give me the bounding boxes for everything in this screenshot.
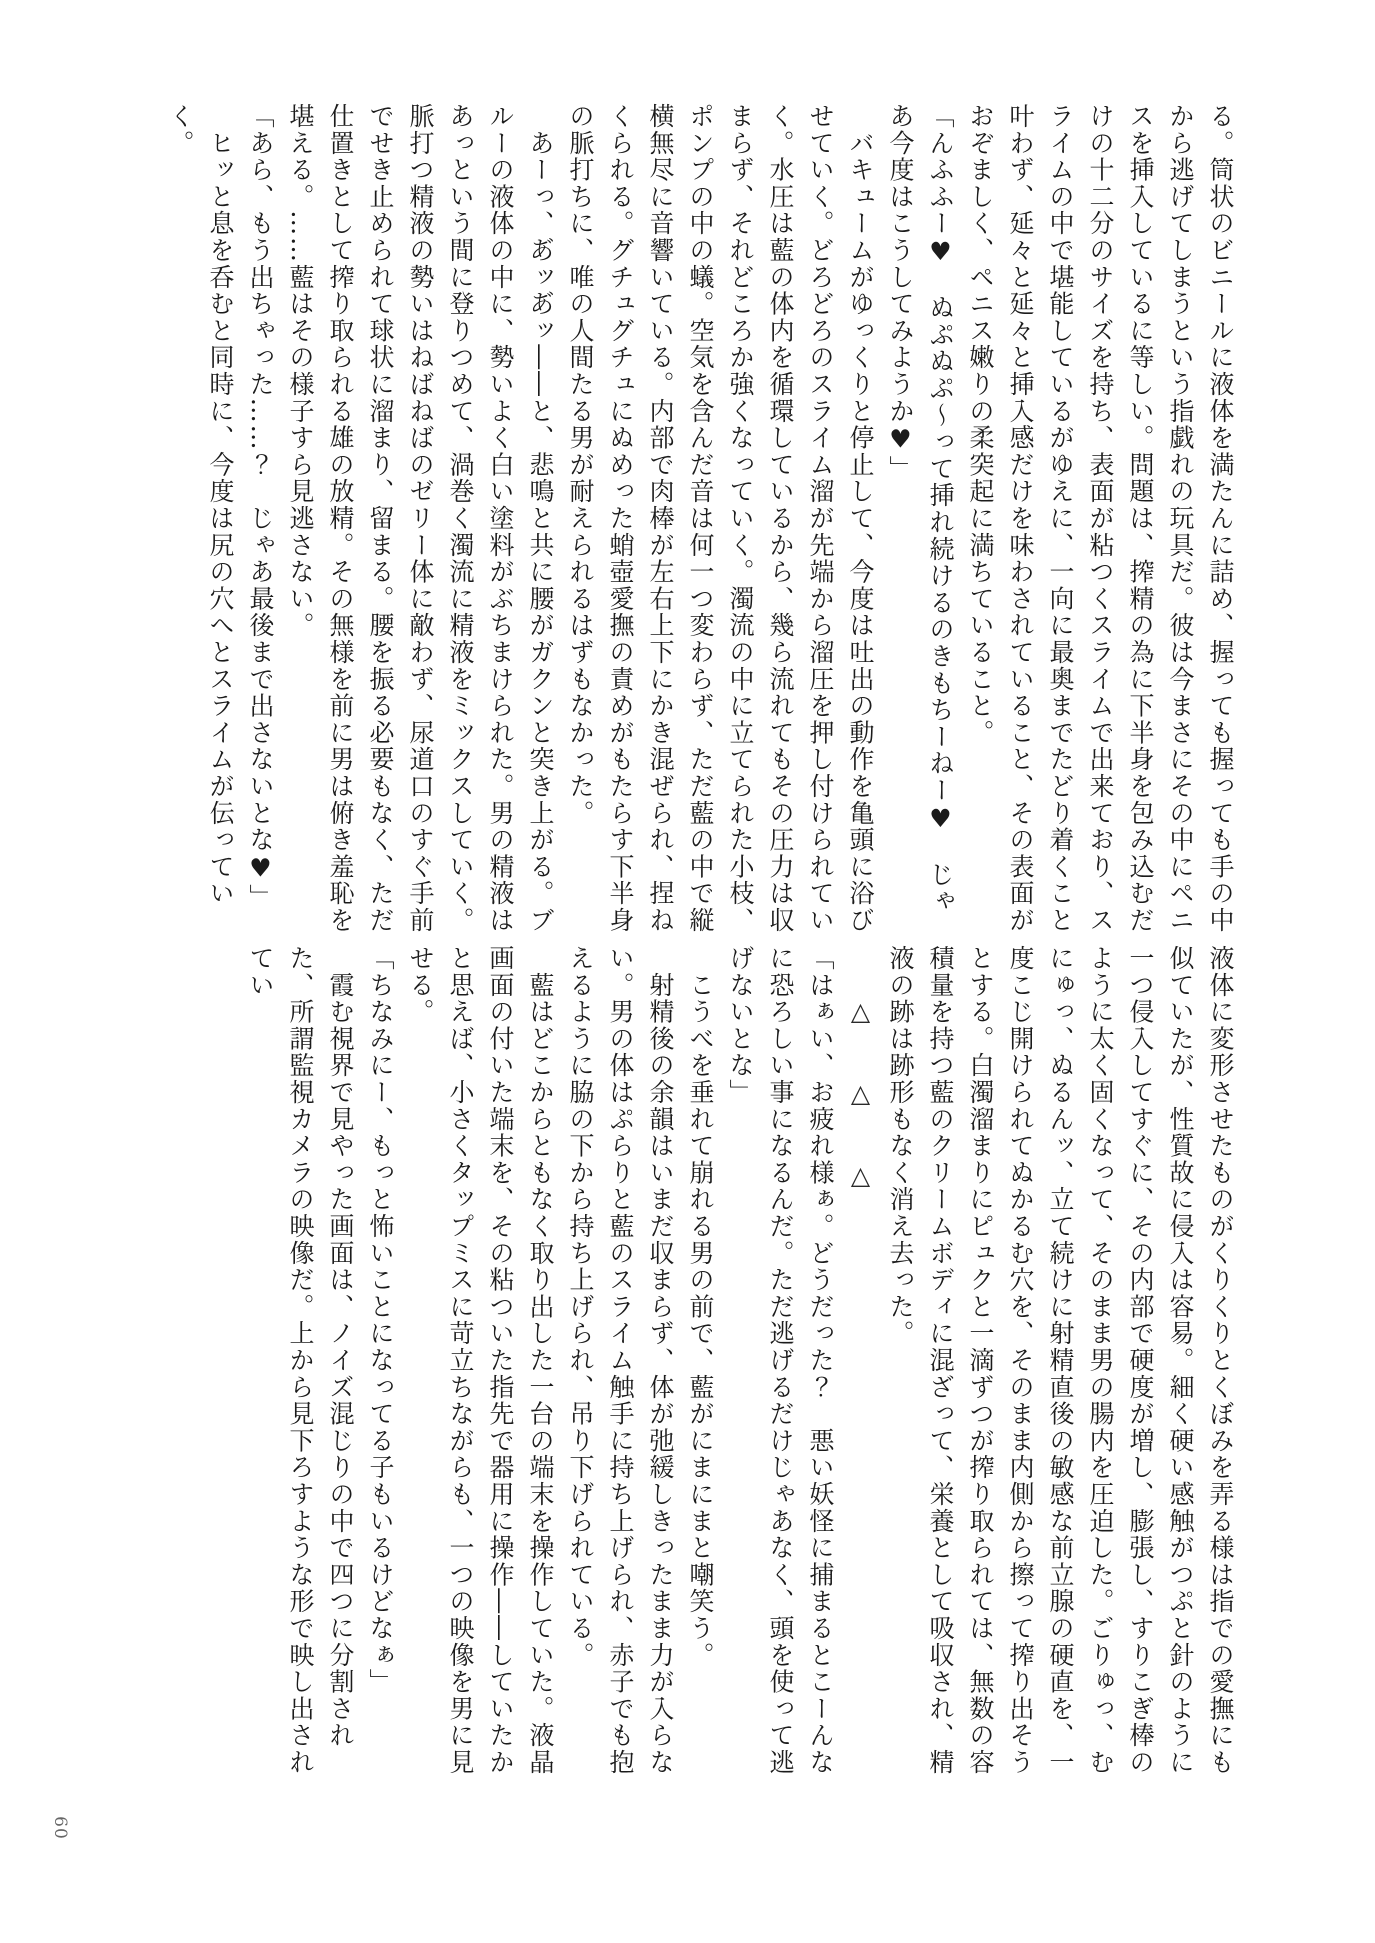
paragraph: る。筒状のビニールに液体を満たんに詰め、握っても握っても手の中から逃げてしまうという指戯れの玩具だ。彼は今まさにその中にペニスを挿入しているに等しい。問題は、搾精の為に下半身を包み込むだけの十二分のサイズを持ち、表面が粘つくスライムで出来ており、スライムの中で堪能しているがゆえに、一向に最奥までたどり着くこと叶わず、延々と延々と挿入感だけを味わされていること、その表面がおぞましく、ペニス嫩りの柔突起に満ちていること。 [966,103,1235,934]
paragraph: 藍はどこからともなく取り出した一台の端末を操作していた。液晶画面の付いた端末を、その粘ついた指先で器用に操作――していたかと思えば、小さくタップミスに苛立ちながらも、一つの映像を男に見せる。 [406,945,555,1776]
paragraph: あーっ、あ゙ッあ゙ッ――と、悲鳴と共に腰がガクンと突き上がる。ブルーの液体の中に、勢いよく白い塗料がぶちまけられた。男の精液はあっという間に登りつめて、渦巻く濁流に精液をミックスしていく。脈打つ精液の勢いはねばねばのゼリー体に敵わず、尿道口のすぐ手前でせき止められて球状に溜まり、留まる。腰を振る必要もなく、ただ仕置きとして搾り取られる雄の放精。その無様を前に男は俯き羞恥を堪える。……藍はその様子すら見逃さない。 [286,103,555,934]
paragraph: 射精後の余韻はいまだ収まらず、体が弛緩しきったまま力が入らない。男の体はぷらりと藍のスライム触手に持ち上げられ、赤子でも抱えるように脇の下から持ち上げられ、吊り下げられている。 [566,945,675,1776]
paragraph: 「はぁい、お疲れ様ぁ。どうだった？ 悪い妖怪に捕まるとこーんなに恐ろしい事になるんだ。ただ逃げるだけじゃあなく、頭を使って逃げないとな」 [726,945,835,1776]
paragraph: こうべを垂れて崩れる男の前で、藍がにまにまと嘲笑う。 [686,945,715,1669]
paragraph: ヒッと息を呑むと同時に、今度は尻の穴へとスライムが伝っていく。 [166,103,235,907]
paragraph: 「ちなみにー、もっと怖いことになってる子もいるけどなぁ」 [366,945,395,1696]
bottom-text-block [240,945,1240,1779]
page-number: 60 [49,1816,70,1840]
paragraph: 液体に変形させたものがくりくりとくぼみを弄る様は指での愛撫にも似ていたが、性質故に侵入は容易。細く硬い感触がつぷと針のように一つ侵入してすぐに、その内部で硬度が増し、膨張し、すりこぎ棒のように太く固くなって、そのまま男の腸内を圧迫した。ごりゅっ、むにゅっ、ぬるんッ、立て続けに射精直後の敏感な前立腺の硬直を、一度こじ開けられてぬかるむ穴を、そのまま内側から擦って搾り出そうとする。白濁溜まりにピュクと一滴ずつが搾り取られては、無数の容積量を持つ藍のクリームボディに混ざって、栄養として吸収され、精液の跡は跡形もなく消え去った。 [886,945,1235,1776]
paragraph: バキュームがゆっくりと停止して、今度は吐出の動作を亀頭に浴びせていく。どろどろのスライム溜が先端から溜圧を押し付けられていく。水圧は藍の体内を循環しているから、幾ら流れてもその圧力は収まらず、それどころか強くなっていく。濁流の中に立てられた小枝、ポンプの中の蟻。空気を含んだ音は何一つ変わらず、ただ藍の中で縦横無尽に音響いている。内部で肉棒が左右上下にかき混ぜられ、捏ねくられる。グチュグチュにぬめった蛸壺愛撫の責めがもたらす下半身の脈打ちに、唯の人間たる男が耐えられるはずもなかった。 [566,103,875,934]
paragraph: 「あら、もう出ちゃった……？ じゃあ最後まで出さないとな♥」 [246,103,275,911]
scene-divider: △ △ △ [846,997,875,1204]
paragraph: 「んふふー♥ ぬぷぬぷ〜って挿れ続けるのきもちーねー♥ じゃあ今度はこうしてみようか♥」 [886,103,955,915]
top-text-block [160,103,1240,937]
paragraph: 霞む視界で見やった画面は、ノイズ混じりの中で四つに分割された、所謂監視カメラの映像だ。上から見下ろすような形で映し出されてい [246,945,355,1776]
